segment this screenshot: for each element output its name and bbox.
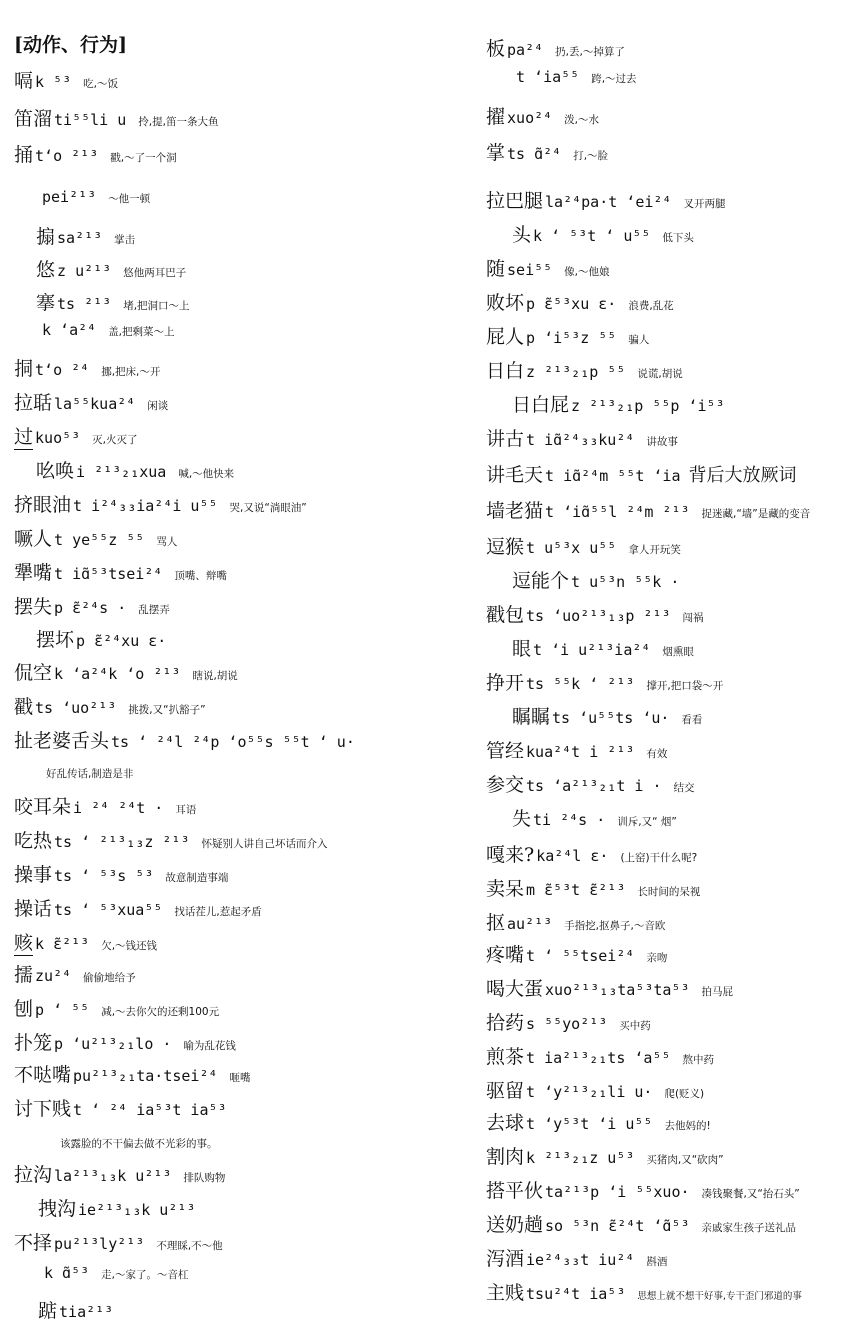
headword: 逗能个 [512,570,570,592]
pronunciation: ts ‘ ²⁴l ²⁴p ‘o⁵⁵s ⁵⁵t ‘ u· [111,733,355,751]
gloss: 拿人开玩笑 [628,544,681,556]
entry [36,625,178,652]
entry [486,186,725,213]
entry [14,140,177,167]
gloss: (上窑)干什么呢? [620,852,698,864]
headword: 刨 [14,998,34,1020]
entry [36,456,234,483]
pronunciation: sa²¹³ [57,229,103,247]
entry [486,34,625,61]
headword: 割肉 [486,1146,525,1168]
gloss: 瞎说,胡说 [192,670,238,682]
gloss: 拎,提,笛一条大鱼 [138,116,219,128]
headword: 嗝 [14,70,34,92]
gloss: 不理睬,不～他 [156,1240,223,1252]
headword: 讲古 [486,428,525,450]
pronunciation: so ⁵³n ɛ̃²⁴t ‘ɑ̃⁵³ [545,1217,690,1235]
entry [514,68,637,86]
entry [14,592,170,619]
pronunciation: k ²¹³₂₁z u⁵³ [526,1149,635,1167]
entry [486,736,667,763]
gloss: 有效 [646,748,668,760]
headword: 犟嘴 [14,562,53,584]
headword: 拉沟 [14,1164,53,1186]
gloss: 喻为乱花钱 [183,1040,236,1052]
headword: 逗猴 [486,536,525,558]
gloss-continuation: 该露脸的不干偏去做不光彩的事。 [60,1138,218,1150]
headword: 扯老婆舌头 [14,730,110,752]
gloss: 减,～去你欠的还剩100元 [101,1006,220,1018]
gloss: 骂人 [156,536,178,548]
gloss: 堵,把洞口～上 [123,300,190,312]
gloss: 看看 [681,714,703,726]
pronunciation: ts ²¹³ [57,295,112,313]
gloss: 耳语 [175,804,197,816]
entry [486,102,599,129]
entry [14,726,367,753]
entry [486,600,704,627]
headword: 摆失 [14,596,53,618]
gloss: 挪,把床,～开 [101,366,161,378]
entry [14,1228,223,1255]
entry [14,860,228,887]
gloss: 讲故事 [646,436,678,448]
pronunciation: xuo²¹³₁₃ta⁵³ta⁵³ [545,981,690,999]
entry [512,220,694,247]
headword: 挣开 [486,672,525,694]
gloss: 吃,～饭 [83,78,118,90]
pronunciation: k ɑ̃⁵³ [44,1264,90,1282]
pronunciation: pa²⁴ [507,41,544,59]
gloss: 训斥,又“ 烟” [617,816,677,828]
gloss: 排队购物 [183,1172,226,1184]
gloss: 顶嘴、辩嘴 [174,570,227,582]
gloss: 亲戚家生孩子送礼品 [701,1222,797,1234]
gloss: 闯祸 [682,612,704,624]
headword: 搴 [36,292,56,314]
entry [486,874,700,901]
section-title: [动作、行为] [14,34,127,56]
gloss: 背后大放厥词 [688,465,797,486]
pronunciation: z ²¹³₂₁p ⁵⁵p ‘i⁵³ [571,397,725,415]
entry [14,994,219,1021]
entry [14,692,206,719]
entry [486,424,678,451]
headword: 侃空 [14,662,53,684]
headword: 抠 [486,912,506,934]
headword: 过 [14,422,33,450]
pronunciation: t i²⁴₃₃ia²⁴i u⁵⁵ [73,497,218,515]
pronunciation: p ‘ ⁵⁵ [35,1001,90,1019]
gloss: 闲谈 [147,400,169,412]
entry [14,388,168,415]
pronunciation: k ɛ̃²¹³ [35,935,90,953]
headword: 掌 [486,142,506,164]
pronunciation: ts ‘uo²¹³₁₃p ²¹³ [526,607,671,625]
pronunciation: sei⁵⁵ [507,261,553,279]
gloss: 掌击 [114,234,136,246]
headword: 挏 [14,358,34,380]
entry [14,422,138,450]
pronunciation: pu²¹³₂₁ta·tsei²⁴ [73,1067,218,1085]
headword: 卖呆 [486,878,525,900]
gloss: 欠,～钱还钱 [101,940,158,952]
pronunciation: t iɑ̃²⁴m ⁵⁵t ‘ia [545,467,681,485]
entry [486,322,649,349]
headword: 拽沟 [38,1198,77,1220]
entry [486,840,697,867]
headword: 不哒嘴 [14,1064,72,1086]
pronunciation: t ‘y⁵³t ‘i u⁵⁵ [526,1115,653,1133]
gloss: 戳,～了一个洞 [110,152,177,164]
gloss: 打,～脸 [573,150,609,162]
entry [512,702,702,729]
entry [486,254,610,281]
gloss: 低下头 [662,232,694,244]
entry [40,321,175,339]
headword: 管经 [486,740,525,762]
gloss: 思想上就不想干好事,专干歪门邪道的事 [637,1291,802,1302]
headword: 噘人 [14,528,53,550]
pronunciation: ka²⁴l ɛ· [536,847,609,865]
entry [512,566,691,593]
pronunciation: pei²¹³ [42,188,97,206]
gloss: 像,～他娘 [564,266,610,278]
entry [486,668,723,695]
pronunciation: t ‘iɑ̃⁵⁵l ²⁴m ²¹³ [545,503,690,521]
entry [14,490,307,517]
pronunciation: ti ²⁴s · [533,811,606,829]
gloss: 乱摆弄 [138,604,170,616]
gloss: ～他一顿 [108,193,151,205]
gloss: 结交 [673,782,695,794]
entry [486,496,810,523]
gloss: 偷偷地给予 [83,972,136,984]
pronunciation: t ‘ia⁵⁵ [516,68,580,86]
pronunciation: p ɛ̃⁵³xu ɛ· [526,295,617,313]
headword: 悠 [36,259,56,281]
pronunciation: ta²¹³p ‘i ⁵⁵xuo· [545,1183,690,1201]
headword: 主贱 [486,1282,525,1304]
headword: 戳 [14,696,34,718]
entry [14,1094,239,1121]
pronunciation: kuo⁵³ [35,429,81,447]
headword: 吆唤 [36,460,75,482]
pronunciation: k ⁵³ [35,73,72,91]
pronunciation: ts ɑ̃²⁴ [507,145,562,163]
headword: 日白 [486,360,525,382]
pronunciation: pu²¹³ly²¹³ [54,1235,145,1253]
headword: 不择 [14,1232,53,1254]
gloss: 买中药 [619,1020,651,1032]
entry [14,1028,236,1055]
headword: 摆坏 [36,629,75,651]
entry [486,1042,714,1069]
entry [486,1278,802,1305]
headword: 驱留 [486,1080,525,1102]
headword: 墙老猫 [486,500,544,522]
entry [14,826,327,853]
pronunciation: ie²⁴₃₃t iu²⁴ [526,1251,635,1269]
entry [14,792,196,819]
headword: 疼嘴 [486,944,525,966]
pronunciation: z u²¹³ [57,262,112,280]
headword: 操事 [14,864,53,886]
headword: 笛溜 [14,108,53,130]
headword: 擢 [486,106,506,128]
gloss: 扔,丢,～掉算了 [555,46,625,58]
entry [36,222,135,249]
pronunciation: p ‘u²¹³₂₁lo · [54,1035,172,1053]
headword: 赅 [14,928,33,956]
entry [512,634,694,661]
headword: 擩 [14,964,34,986]
headword: 头 [512,224,532,246]
entry [486,1176,800,1203]
headword: 扑笼 [14,1032,53,1054]
entry [486,1076,704,1103]
entry [486,532,681,559]
pronunciation: zu²⁴ [35,967,72,985]
headword: 败坏 [486,292,525,314]
entry [38,1296,125,1323]
gloss: 挑拨,又“扒豁子” [128,704,206,716]
pronunciation: k ‘ ⁵³t ‘ u⁵⁵ [533,227,651,245]
headword: 参交 [486,774,525,796]
gloss: 买猪肉,又“砍肉” [646,1154,724,1166]
gloss: 咂嘴 [229,1072,251,1084]
entry [38,1194,207,1221]
headword: 挤眼油 [14,494,72,516]
entry [486,1244,667,1271]
entry [486,940,667,967]
gloss-continuation: 好乱传话,制造是非 [46,768,134,780]
gloss: 凑钱聚餐,又“抬石头” [701,1188,800,1200]
pronunciation: t ‘i u²¹³ia²⁴ [533,641,651,659]
entry [486,974,733,1001]
pronunciation: tsu²⁴t ia⁵³ [526,1285,626,1303]
pronunciation: ti⁵⁵li u [54,111,127,129]
gloss: 长时间的呆视 [637,886,701,898]
headword: 捅 [14,144,34,166]
headword: 随 [486,258,506,280]
entry [36,255,186,282]
pronunciation: kua²⁴t i ²¹³ [526,743,635,761]
headword: 讨下贱 [14,1098,72,1120]
entry [486,460,796,487]
entry [14,960,136,987]
pronunciation: ts ‘uo²¹³ [35,699,117,717]
pronunciation: la²⁴pa·t ‘ei²⁴ [545,193,672,211]
gloss: 烟熏眼 [662,646,694,658]
entry [486,1210,796,1237]
pronunciation: t iɑ̃⁵³tsei²⁴ [54,565,163,583]
gloss: 熬中药 [682,1054,715,1066]
headword: 拾药 [486,1012,525,1034]
gloss: 喊,～他快来 [178,468,235,480]
headword: 屁人 [486,326,525,348]
pronunciation: au²¹³ [507,915,553,933]
headword: 日白屁 [512,394,570,416]
pronunciation: la²¹³₁₃k u²¹³ [54,1167,172,1185]
headword: 失 [512,808,532,830]
entry [486,1108,711,1135]
gloss: 爬(贬义) [664,1088,705,1100]
pronunciation: t u⁵³x u⁵⁵ [526,539,617,557]
entry [486,1142,724,1169]
headword: 去球 [486,1112,525,1134]
headword: 吃热 [14,830,53,852]
pronunciation: t iɑ̃²⁴₃₃ku²⁴ [526,431,635,449]
entry [14,894,262,921]
entry [512,390,737,417]
gloss: 骗人 [628,334,650,346]
pronunciation: ie²¹³₁₃k u²¹³ [78,1201,196,1219]
headword: 戳包 [486,604,525,626]
entry [14,558,227,585]
pronunciation: z ²¹³₂₁p ⁵⁵ [526,363,626,381]
entry [14,66,118,93]
entry [486,356,683,383]
gloss: 去他妈的! [664,1120,711,1132]
pronunciation: t ye⁵⁵z ⁵⁵ [54,531,145,549]
entry [486,770,694,797]
entry [486,908,665,935]
gloss: 叉开两腿 [683,198,726,210]
pronunciation: k ‘a²⁴k ‘o ²¹³ [54,665,181,683]
pronunciation: t ‘ ⁵⁵tsei²⁴ [526,947,635,965]
pronunciation: tia²¹³ [59,1303,114,1321]
entry [512,804,677,831]
pronunciation: p ɛ̃²⁴xu ɛ· [76,632,167,650]
pronunciation: p ɛ̃²⁴s · [54,599,127,617]
gloss: 泼,～水 [564,114,600,126]
pronunciation: ts ⁵⁵k ‘ ²¹³ [526,675,635,693]
gloss: 怀疑别人讲自己坏话而介入 [201,838,328,850]
entry [486,288,674,315]
gloss: 手指挖,抠鼻子,～音欧 [564,920,666,932]
pronunciation: k ‘a²⁴ [42,321,97,339]
entry [14,354,160,381]
pronunciation: i ²¹³₂₁xua [76,463,167,481]
headword: 搧 [36,226,56,248]
entry [14,1060,251,1087]
headword: 喝大蛋 [486,978,544,1000]
gloss: 捉迷藏,“墙”是藏的变音 [701,508,811,520]
headword: 板 [486,38,506,60]
gloss: 故意制造事端 [165,872,229,884]
gloss: 亲吻 [646,952,668,964]
gloss: 斟酒 [646,1256,668,1268]
gloss: 找话茬儿,惹起矛盾 [174,906,262,918]
gloss: 盖,把剩菜～上 [108,326,175,338]
headword: 煎茶 [486,1046,525,1068]
pronunciation: t‘o ²¹³ [35,147,99,165]
gloss: 灭,火灭了 [92,434,138,446]
gloss: 浪费,乱花 [628,300,674,312]
headword: 操话 [14,898,53,920]
headword: 踮 [38,1300,58,1322]
gloss: 走,～家了。～音杠 [101,1269,189,1281]
pronunciation: ts ‘ ²¹³₁₃z ²¹³ [54,833,190,851]
entry [486,138,608,165]
gloss: 悠他两耳巴子 [123,267,187,279]
headword: 泻酒 [486,1248,525,1270]
pronunciation: t ‘ ²⁴ ia⁵³t ia⁵³ [73,1101,227,1119]
pronunciation: ts ‘u⁵⁵ts ‘u· [552,709,670,727]
headword: 拉聒 [14,392,53,414]
entry [36,288,190,315]
gloss: 撑开,把口袋～开 [646,680,724,692]
entry [14,524,177,551]
pronunciation: s ⁵⁵yo²¹³ [526,1015,608,1033]
pronunciation: t ia²¹³₂₁ts ‘a⁵⁵ [526,1049,671,1067]
entry [40,188,150,206]
gloss: 说谎,胡说 [637,368,683,380]
pronunciation: ts ‘ ⁵³s ⁵³ [54,867,154,885]
pronunciation: m ɛ̃⁵³t ɛ̃²¹³ [526,881,626,899]
pronunciation: t ‘y²¹³₂₁li u· [526,1083,653,1101]
pronunciation: t u⁵³n ⁵⁵k · [571,573,680,591]
entry [14,928,157,956]
headword: 嘎来? [486,844,535,866]
pronunciation: i ²⁴ ²⁴t · [73,799,164,817]
gloss: 哭,又说“淌眼油” [229,502,307,514]
headword: 送奶趟 [486,1214,544,1236]
headword: 拉巴腿 [486,190,544,212]
gloss: 跨,～过去 [591,73,637,85]
entry [14,104,218,131]
pronunciation: la⁵⁵kua²⁴ [54,395,136,413]
headword: 咬耳朵 [14,796,72,818]
pronunciation: ts ‘ ⁵³xua⁵⁵ [54,901,163,919]
headword: 搭平伙 [486,1180,544,1202]
pronunciation: t‘o ²⁴ [35,361,90,379]
pronunciation: xuo²⁴ [507,109,553,127]
headword: 眼 [512,638,532,660]
headword: 讲毛天 [486,464,544,486]
entry [42,1264,189,1282]
pronunciation: p ‘i⁵³z ⁵⁵ [526,329,617,347]
gloss: 拍马屁 [701,986,734,998]
headword: 瞩瞩 [512,706,551,728]
pronunciation: ts ‘a²¹³₂₁t i · [526,777,662,795]
entry [14,658,238,685]
entry [14,1160,225,1187]
entry [486,1008,651,1035]
